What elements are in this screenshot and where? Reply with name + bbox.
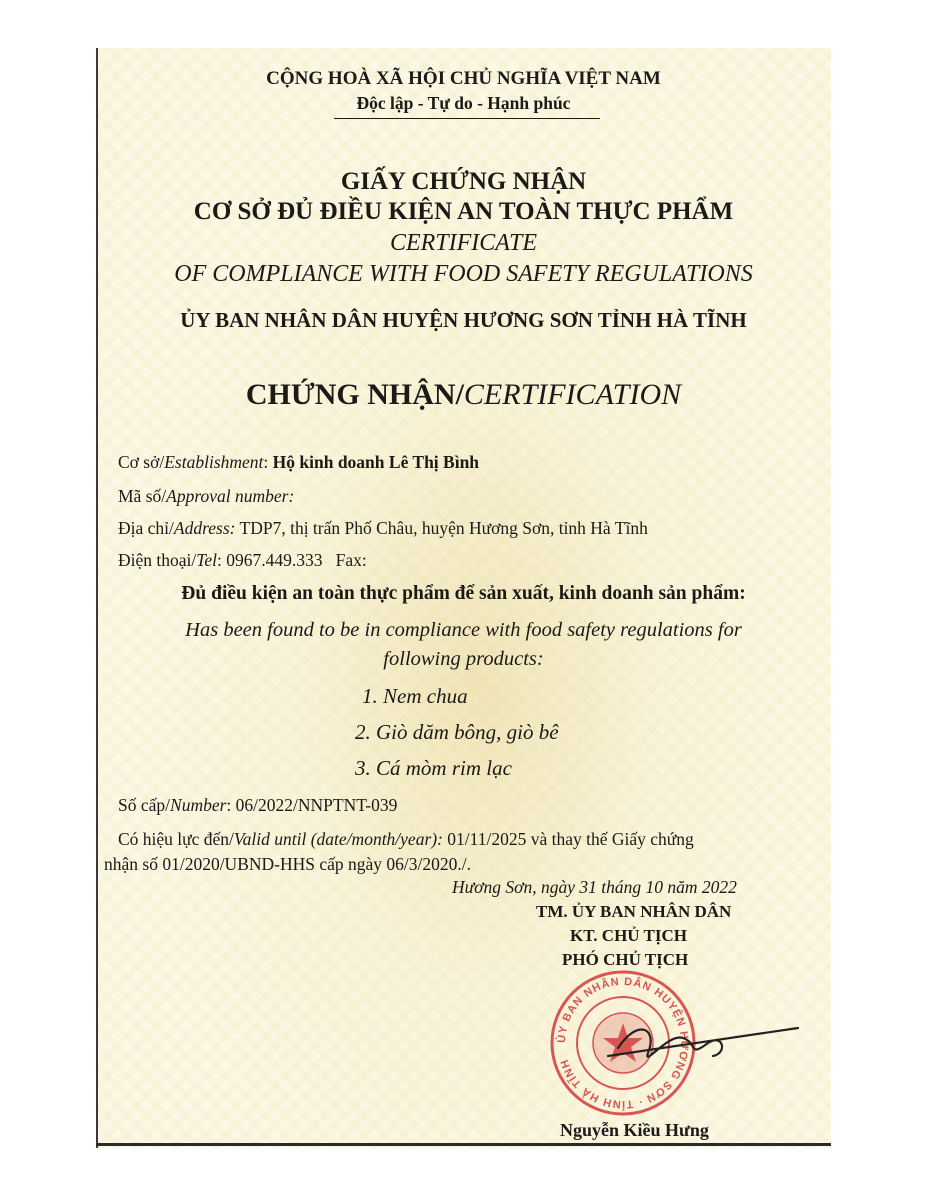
phone-label: Điện thoại/ [118,550,197,570]
establishment-label: Cơ sở/ [118,452,165,472]
compliance-statement-en-1: Has been found to be in compliance with food safety regulations for [185,619,742,641]
compliance-statement: Đủ điều kiện an toàn thực phẩm để sản xuất, kinh doanh sản phẩm: [181,583,746,604]
compliance-statement-en-2: following products: [383,648,544,670]
establishment-sep: : [263,452,273,472]
validity-row-2 [104,854,471,875]
issuing-authority: ỦY BAN NHÂN DÂN HUYỆN HƯƠNG SƠN TỈNH HÀ TĨNH [180,308,747,332]
place-date: Hương Sơn, ngày 31 tháng 10 năm 2022 [452,877,737,897]
approval-row [118,486,294,507]
signature [548,1008,808,1078]
address-label-en: Address: [173,518,236,538]
address-label: Địa chỉ/ [118,518,174,538]
signer-role-1: TM. ỦY BAN NHÂN DÂN [536,902,732,921]
signer-name: Nguyễn Kiều Hưng [560,1120,709,1140]
validity-label: Có hiệu lực đến/ [118,829,234,849]
validity-value: 01/11/2025 và thay thế Giấy chứng [442,829,694,849]
phone-row [118,550,367,571]
motto-underline [334,118,600,119]
replacement-note: nhận số 01/2020/UBND-HHS cấp ngày 06/3/2020./. [104,854,471,874]
number-label-en: Number [170,795,227,815]
approval-label-en: Approval number: [166,486,295,506]
certificate-title: GIẤY CHỨNG NHẬN [340,168,587,195]
signer-role-2: KT. CHỦ TỊCH [570,926,687,945]
certificate-title-en: CERTIFICATE [389,230,538,256]
certification-heading-en: CERTIFICATION [463,378,682,411]
validity-row [118,829,694,850]
product-item: 1. Nem chua [362,684,468,708]
certificate-subtitle: CƠ SỞ ĐỦ ĐIỀU KIỆN AN TOÀN THỰC PHẨM [193,198,734,225]
address-value: TDP7, thị trấn Phố Châu, huyện Hương Sơn, tỉnh Hà Tĩnh [235,518,648,538]
national-motto: Độc lập - Tự do - Hạnh phúc [356,93,571,113]
certification-heading-vi: CHỨNG NHẬN/ [245,378,464,411]
number-value: : 06/2022/NNPTNT-039 [226,795,398,815]
country-name: CỘNG HOÀ XÃ HỘI CHỦ NGHĨA VIỆT NAM [266,68,661,89]
signer-role-3: PHÓ CHỦ TỊCH [562,950,689,969]
establishment-label-en: Establishment [164,452,264,472]
product-item: 2. Giò dăm bông, giò bê [355,720,559,744]
certification-heading [96,378,831,412]
page-bottom-border [96,1143,831,1146]
fax-label: Fax: [335,550,367,570]
approval-label: Mã số/ [118,486,167,506]
phone-value: : 0967.449.333 [217,550,323,570]
seal-ring-text: ỦY BAN NHÂN DÂN HUYỆN HƯƠNG SƠN · TỈNH HÀ TĨNH [555,975,691,1111]
number-row [118,795,397,816]
certificate-subtitle-en: OF COMPLIANCE WITH FOOD SAFETY REGULATIONS [174,261,753,287]
address-row [118,518,648,539]
product-item: 3. Cá mòm rim lạc [355,756,512,780]
establishment-row [118,452,479,473]
phone-label-en: Tel [196,550,218,570]
validity-label-en: Valid until (date/month/year): [233,829,443,849]
number-label: Số cấp/ [118,795,171,815]
establishment-value: Hộ kinh doanh Lê Thị Bình [272,452,480,472]
